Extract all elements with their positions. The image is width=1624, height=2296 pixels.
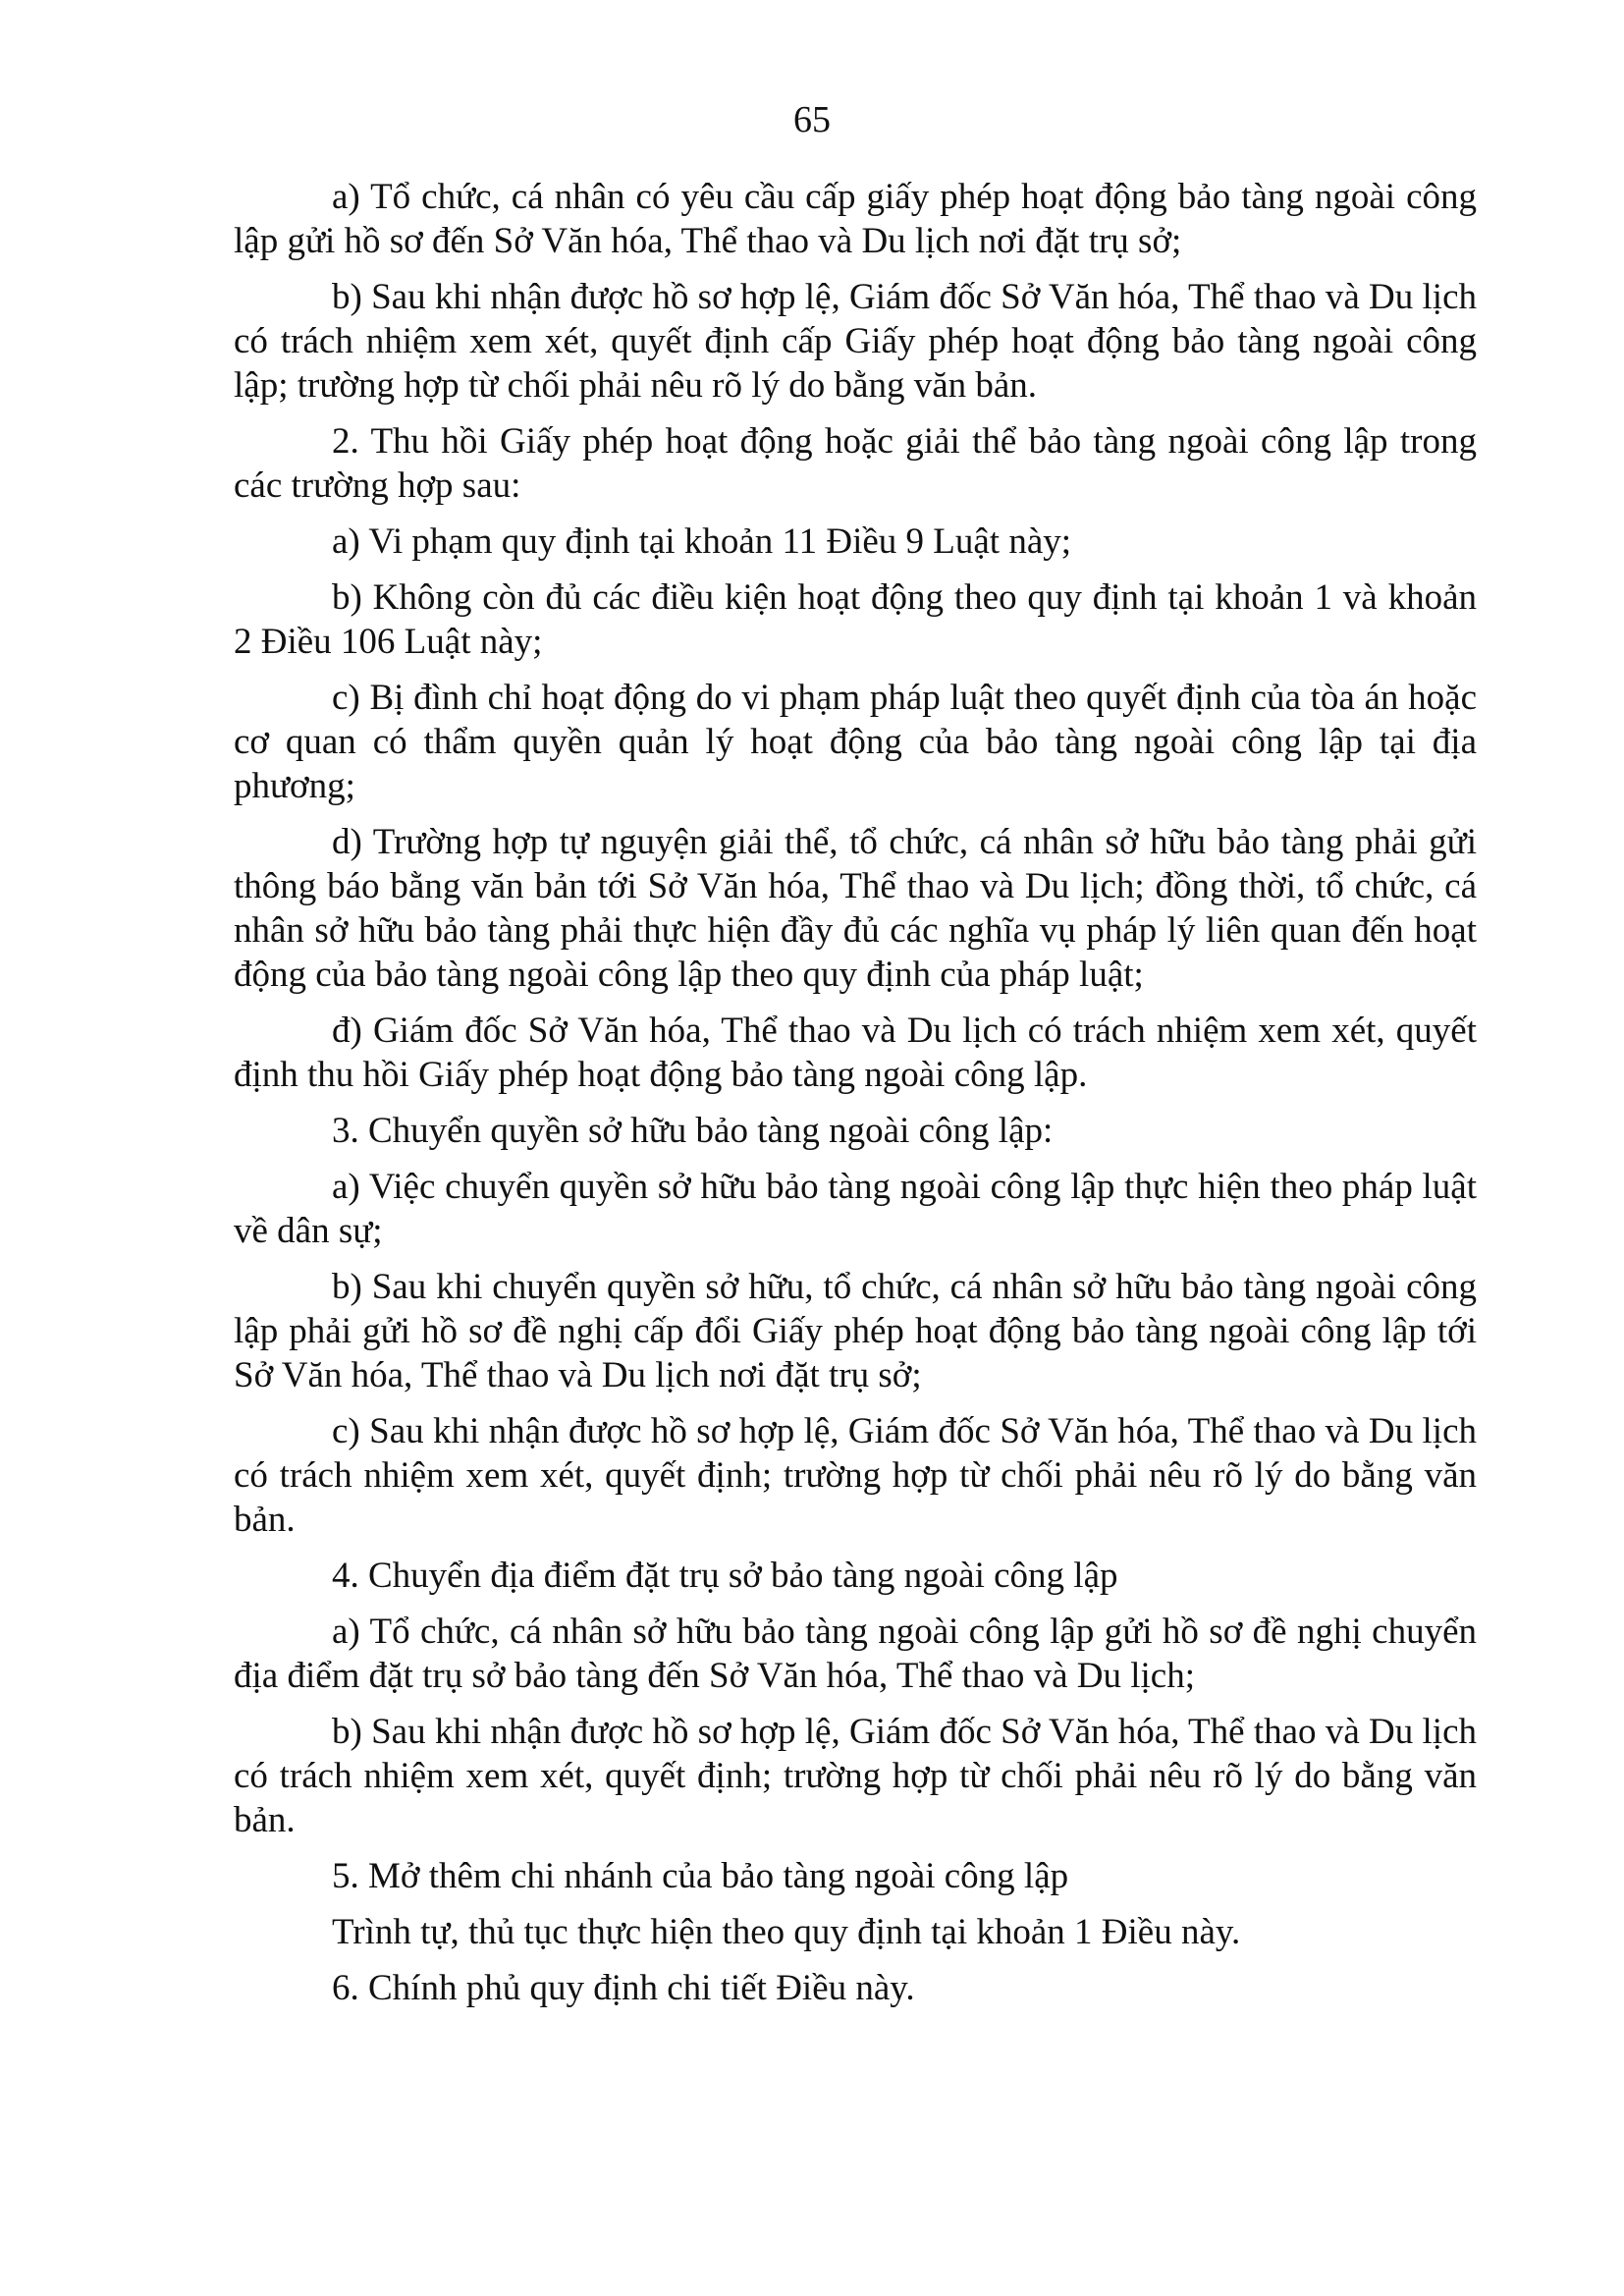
paragraph-2: 2. Thu hồi Giấy phép hoạt động hoặc giải thể bảo tàng ngoài công lập trong các trường hợp sau: [234,421,1477,506]
paragraph-2c: c) Bị đình chỉ hoạt động do vi phạm pháp luật theo quyết định của tòa án hoặc cơ quan có thẩm quyền quản lý hoạt động của bảo tàng ngoài công lập tại địa phương; [234,678,1477,806]
page-number: 65 [793,99,831,140]
paragraph-3a: a) Việc chuyển quyền sở hữu bảo tàng ngoài công lập thực hiện theo pháp luật về dân sự; [234,1167,1477,1251]
paragraph-2a: a) Vi phạm quy định tại khoản 11 Điều 9 Luật này; [332,521,1072,562]
paragraph-3c: c) Sau khi nhận được hồ sơ hợp lệ, Giám đốc Sở Văn hóa, Thể thao và Du lịch có trách nhiệm xem xét, quyết định; trường hợp từ chối phải nêu rõ lý do bằng văn bản. [234,1411,1477,1540]
paragraph-5-detail: Trình tự, thủ tục thực hiện theo quy định tại khoản 1 Điều này. [332,1912,1241,1952]
paragraph-2dd: đ) Giám đốc Sở Văn hóa, Thể thao và Du lịch có trách nhiệm xem xét, quyết định thu hồi Giấy phép hoạt động bảo tàng ngoài công lập. [234,1011,1477,1095]
document-body [234,175,1477,2022]
paragraph-4a: a) Tổ chức, cá nhân sở hữu bảo tàng ngoài công lập gửi hồ sơ đề nghị chuyển địa điểm đặt trụ sở bảo tàng đến Sở Văn hóa, Thể thao và Du lịch; [234,1612,1477,1696]
paragraph-4: 4. Chuyển địa điểm đặt trụ sở bảo tàng ngoài công lập [332,1556,1118,1596]
paragraph-6: 6. Chính phủ quy định chi tiết Điều này. [332,1968,915,2008]
paragraph-2d: d) Trường hợp tự nguyện giải thể, tổ chức, cá nhân sở hữu bảo tàng phải gửi thông báo bằng văn bản tới Sở Văn hóa, Thể thao và Du lịch; đồng thời, tổ chức, cá nhân sở hữu bảo tàng phải thực hiện đầy đủ các nghĩa vụ pháp lý liên quan đến hoạt động của bảo tàng ngoài công lập theo quy định của pháp luật; [234,822,1477,995]
paragraph-3b: b) Sau khi chuyển quyền sở hữu, tổ chức, cá nhân sở hữu bảo tàng ngoài công lập phải gửi hồ sơ đề nghị cấp đổi Giấy phép hoạt động bảo tàng ngoài công lập tới Sở Văn hóa, Thể thao và Du lịch nơi đặt trụ sở; [234,1267,1477,1395]
paragraph-5: 5. Mở thêm chi nhánh của bảo tàng ngoài công lập [332,1856,1069,1896]
paragraph-1b: b) Sau khi nhận được hồ sơ hợp lệ, Giám đốc Sở Văn hóa, Thể thao và Du lịch có trách nhiệm xem xét, quyết định cấp Giấy phép hoạt động bảo tàng ngoài công lập; trường hợp từ chối phải nêu rõ lý do bằng văn bản. [234,277,1477,406]
paragraph-4b: b) Sau khi nhận được hồ sơ hợp lệ, Giám đốc Sở Văn hóa, Thể thao và Du lịch có trách nhiệm xem xét, quyết định; trường hợp từ chối phải nêu rõ lý do bằng văn bản. [234,1712,1477,1840]
paragraph-3: 3. Chuyển quyền sở hữu bảo tàng ngoài công lập: [332,1111,1054,1151]
paragraph-1a: a) Tổ chức, cá nhân có yêu cầu cấp giấy phép hoạt động bảo tàng ngoài công lập gửi hồ sơ đến Sở Văn hóa, Thể thao và Du lịch nơi đặt trụ sở; [234,177,1477,261]
paragraph-2b: b) Không còn đủ các điều kiện hoạt động theo quy định tại khoản 1 và khoản 2 Điều 106 Luật này; [234,577,1477,662]
